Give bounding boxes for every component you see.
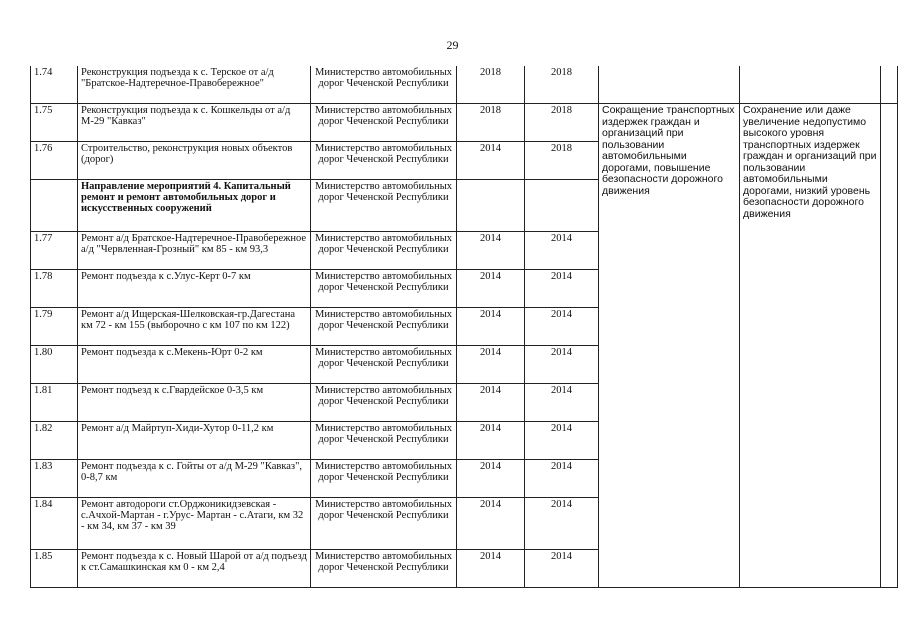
row-number: 1.84 [31, 498, 78, 550]
risk-of-non-implementation: Сохранение или даже увеличение недопустимо высокого уровня транспортных издержек граждан и организаций при пользовании автомобильными дорогами, низкий уровень безопасности дорожного движения [740, 104, 881, 588]
start-year: 2014 [457, 422, 525, 460]
activity-name: Реконструкция подъезда к с. Кошкельды от а/д М-29 "Кавказ" [78, 104, 311, 142]
end-year: 2014 [525, 232, 599, 270]
expected-result: Сокращение транспортных издержек граждан и организаций при пользовании автомобильными дорогами, повышение безопасности дорожного движения [599, 104, 740, 588]
end-year: 2018 [525, 142, 599, 180]
responsible-executor: Министерство автомобильных дорог Чеченской Республики [311, 142, 457, 180]
responsible-executor: Министерство автомобильных дорог Чеченской Республики [311, 550, 457, 588]
responsible-executor: Министерство автомобильных дорог Чеченской Республики [311, 232, 457, 270]
activity-name: Ремонт подъезд к с.Гвардейское 0-3,5 км [78, 384, 311, 422]
extra-column-empty [881, 66, 898, 104]
activity-name: Ремонт подъезда к с. Гойты от а/д М-29 "Кавказ", 0-8,7 км [78, 460, 311, 498]
row-number: 1.77 [31, 232, 78, 270]
row-number: 1.78 [31, 270, 78, 308]
activity-name: Ремонт а/д Братское-Надтеречное-Правобережное а/д "Червленная-Грозный" км 85 - км 93,3 [78, 232, 311, 270]
end-year: 2014 [525, 384, 599, 422]
activities-table [30, 66, 898, 588]
responsible-executor: Министерство автомобильных дорог Чеченской Республики [311, 308, 457, 346]
start-year: 2014 [457, 232, 525, 270]
responsible-executor: Министерство автомобильных дорог Чеченской Республики [311, 460, 457, 498]
expected-result-empty [599, 66, 740, 104]
start-year: 2014 [457, 550, 525, 588]
start-year: 2014 [457, 460, 525, 498]
end-year: 2014 [525, 550, 599, 588]
end-year: 2014 [525, 270, 599, 308]
responsible-executor: Министерство автомобильных дорог Чеченской Республики [311, 104, 457, 142]
start-year: 2014 [457, 498, 525, 550]
activity-name: Строительство, реконструкция новых объектов (дорог) [78, 142, 311, 180]
start-year: 2014 [457, 384, 525, 422]
end-year: 2014 [525, 308, 599, 346]
start-year: 2014 [457, 346, 525, 384]
activity-name: Реконструкция подъезда к с. Терское от а/д "Братское-Надтеречное-Правобережное" [78, 66, 311, 104]
end-year: 2018 [525, 104, 599, 142]
end-year: 2014 [525, 460, 599, 498]
row-number [31, 180, 78, 232]
row-number: 1.76 [31, 142, 78, 180]
row-number: 1.75 [31, 104, 78, 142]
responsible-executor: Министерство автомобильных дорог Чеченской Республики [311, 422, 457, 460]
row-number: 1.74 [31, 66, 78, 104]
row-number: 1.85 [31, 550, 78, 588]
responsible-executor: Министерство автомобильных дорог Чеченской Республики [311, 270, 457, 308]
row-number: 1.81 [31, 384, 78, 422]
responsible-executor: Министерство автомобильных дорог Чеченской Республики [311, 346, 457, 384]
page-number: 29 [446, 38, 459, 52]
table-row [31, 104, 898, 142]
end-year: 2014 [525, 422, 599, 460]
start-year [457, 180, 525, 232]
section-heading: Направление мероприятий 4. Капитальный ремонт и ремонт автомобильных дорог и искусственных сооружений [78, 180, 311, 232]
start-year: 2014 [457, 308, 525, 346]
extra-column-empty [881, 104, 898, 588]
responsible-executor: Министерство автомобильных дорог Чеченской Республики [311, 384, 457, 422]
end-year: 2014 [525, 498, 599, 550]
end-year [525, 180, 599, 232]
activity-name: Ремонт подъезда к с. Новый Шарой от а/д подъезд к ст.Самашкинская км 0 - км 2,4 [78, 550, 311, 588]
activity-name: Ремонт автодороги ст.Орджоникидзевская - с.Ачхой-Мартан - г.Урус- Мартан - с.Атаги, км 32 - км 34, км 37 - км 39 [78, 498, 311, 550]
row-number: 1.82 [31, 422, 78, 460]
start-year: 2018 [457, 66, 525, 104]
row-number: 1.80 [31, 346, 78, 384]
activity-name: Ремонт подъезда к с.Мекень-Юрт 0-2 км [78, 346, 311, 384]
risk-empty [740, 66, 881, 104]
row-number: 1.79 [31, 308, 78, 346]
responsible-executor: Министерство автомобильных дорог Чеченской Республики [311, 66, 457, 104]
end-year: 2018 [525, 66, 599, 104]
start-year: 2014 [457, 270, 525, 308]
start-year: 2014 [457, 142, 525, 180]
activity-name: Ремонт подъезда к с.Улус-Керт 0-7 км [78, 270, 311, 308]
responsible-executor: Министерство автомобильных дорог Чеченской Республики [311, 498, 457, 550]
activity-name: Ремонт а/д Ищерская-Шелковская-гр.Дагестана км 72 - км 155 (выборочно с км 107 по км 122) [78, 308, 311, 346]
responsible-executor: Министерство автомобильных дорог Чеченской Республики [311, 180, 457, 232]
start-year: 2018 [457, 104, 525, 142]
end-year: 2014 [525, 346, 599, 384]
table-row [31, 66, 898, 104]
activity-name: Ремонт а/д Майртуп-Хиди-Хутор 0-11,2 км [78, 422, 311, 460]
row-number: 1.83 [31, 460, 78, 498]
